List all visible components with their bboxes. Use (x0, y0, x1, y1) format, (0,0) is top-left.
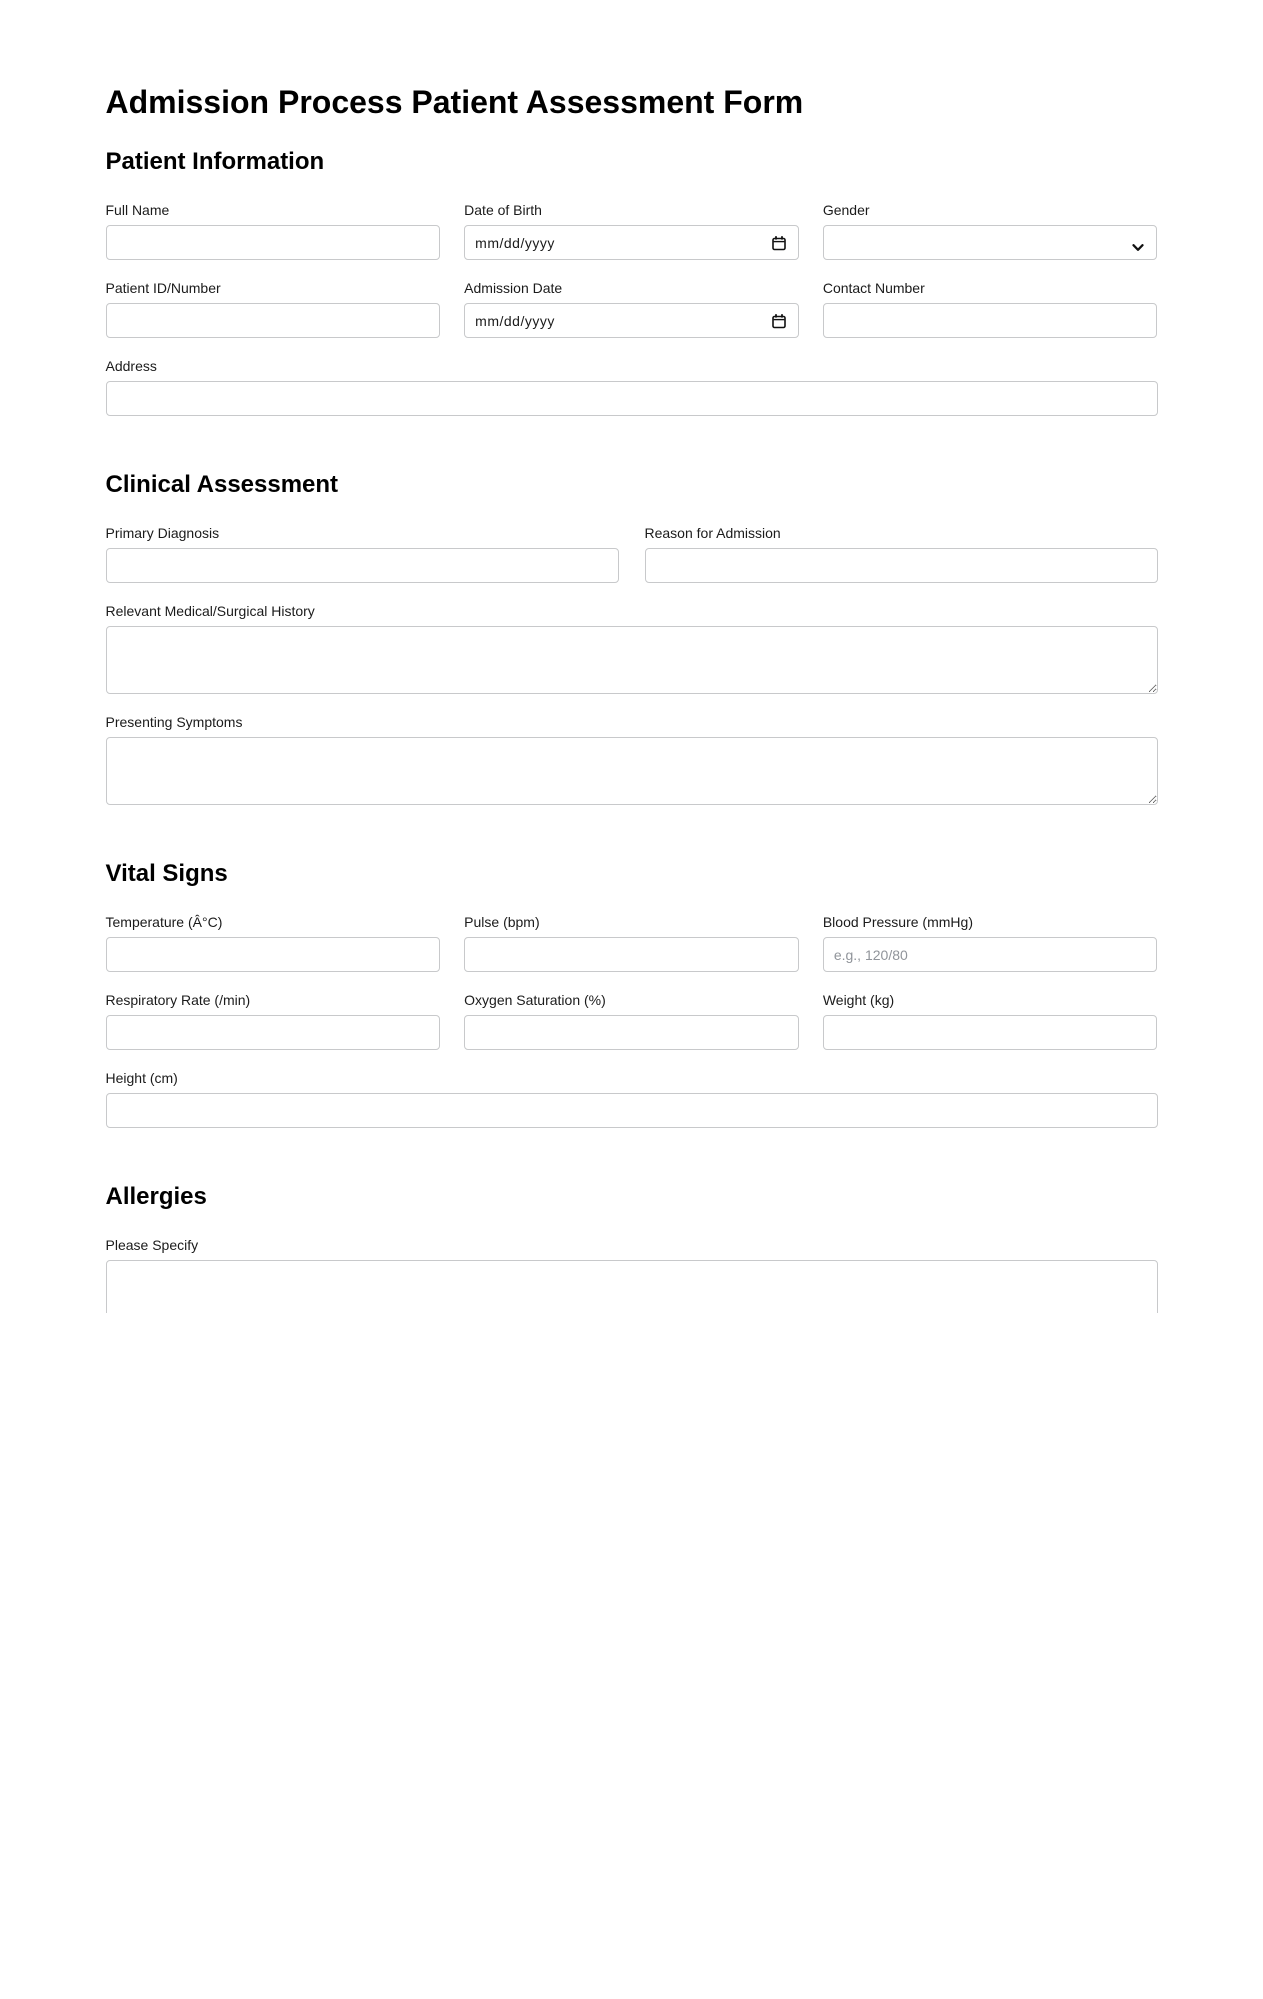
field-full-name (106, 202, 441, 260)
blood-pressure-input[interactable] (823, 937, 1158, 972)
allergies-specify-label: Please Specify (105, 1237, 199, 1254)
temperature-label: Temperature (Â°C) (105, 914, 223, 931)
section-vital-signs (106, 859, 1158, 1128)
section-heading-clinical-assessment: Clinical Assessment (105, 471, 339, 499)
medical-history-textarea[interactable] (106, 626, 1158, 694)
field-primary-diagnosis (106, 525, 619, 583)
page-title: Admission Process Patient Assessment Form (105, 84, 804, 120)
weight-input[interactable] (823, 1015, 1158, 1050)
height-label: Height (cm) (105, 1070, 178, 1087)
presenting-symptoms-textarea[interactable] (106, 737, 1158, 805)
allergies-specify-clip (106, 1260, 1158, 1313)
field-medical-history (106, 603, 1158, 694)
blood-pressure-label: Blood Pressure (mmHg) (822, 914, 973, 931)
section-heading-patient-information: Patient Information (105, 148, 325, 176)
section-allergies (106, 1182, 1158, 1313)
patient-assessment-form (106, 0, 1158, 1313)
address-label: Address (105, 358, 157, 375)
oxygen-saturation-input[interactable] (464, 1015, 799, 1050)
reason-for-admission-input[interactable] (645, 548, 1158, 583)
field-pulse (464, 914, 799, 972)
respiratory-rate-input[interactable] (106, 1015, 441, 1050)
field-gender (823, 202, 1158, 260)
contact-number-input[interactable] (823, 303, 1158, 338)
field-date-of-birth (464, 202, 799, 260)
allergies-specify-textarea[interactable] (106, 1260, 1158, 1313)
date-of-birth-input[interactable] (464, 225, 799, 260)
respiratory-rate-label: Respiratory Rate (/min) (105, 992, 251, 1009)
admission-date-label: Admission Date (464, 280, 563, 297)
section-patient-information (106, 147, 1158, 416)
field-temperature (106, 914, 441, 972)
address-input[interactable] (106, 381, 1158, 416)
temperature-input[interactable] (106, 937, 441, 972)
primary-diagnosis-label: Primary Diagnosis (105, 525, 220, 542)
height-input[interactable] (106, 1093, 1158, 1128)
field-oxygen-saturation (464, 992, 799, 1050)
calendar-icon[interactable] (771, 235, 787, 251)
primary-diagnosis-input[interactable] (106, 548, 619, 583)
pulse-label: Pulse (bpm) (464, 914, 540, 931)
patient-id-label: Patient ID/Number (105, 280, 221, 297)
admission-date-input[interactable] (464, 303, 799, 338)
date-of-birth-label: Date of Birth (464, 202, 542, 219)
reason-for-admission-label: Reason for Admission (644, 525, 781, 542)
gender-select[interactable] (823, 225, 1158, 260)
full-name-input[interactable] (106, 225, 441, 260)
full-name-label: Full Name (105, 202, 170, 219)
calendar-icon[interactable] (771, 313, 787, 329)
field-admission-date (464, 280, 799, 338)
field-reason-for-admission (645, 525, 1158, 583)
weight-label: Weight (kg) (822, 992, 895, 1009)
pulse-input[interactable] (464, 937, 799, 972)
presenting-symptoms-label: Presenting Symptoms (105, 714, 243, 731)
field-allergies-specify (106, 1237, 1158, 1313)
oxygen-saturation-label: Oxygen Saturation (%) (464, 992, 606, 1009)
medical-history-label: Relevant Medical/Surgical History (105, 603, 315, 620)
section-heading-allergies: Allergies (105, 1183, 207, 1211)
field-weight (823, 992, 1158, 1050)
section-heading-vital-signs: Vital Signs (105, 860, 228, 888)
gender-label: Gender (822, 202, 870, 219)
field-presenting-symptoms (106, 714, 1158, 805)
contact-number-label: Contact Number (822, 280, 925, 297)
field-blood-pressure (823, 914, 1158, 972)
field-patient-id (106, 280, 441, 338)
section-clinical-assessment (106, 470, 1158, 805)
field-height (106, 1070, 1158, 1128)
field-address (106, 358, 1158, 416)
field-respiratory-rate (106, 992, 441, 1050)
patient-id-input[interactable] (106, 303, 441, 338)
field-contact-number (823, 280, 1158, 338)
